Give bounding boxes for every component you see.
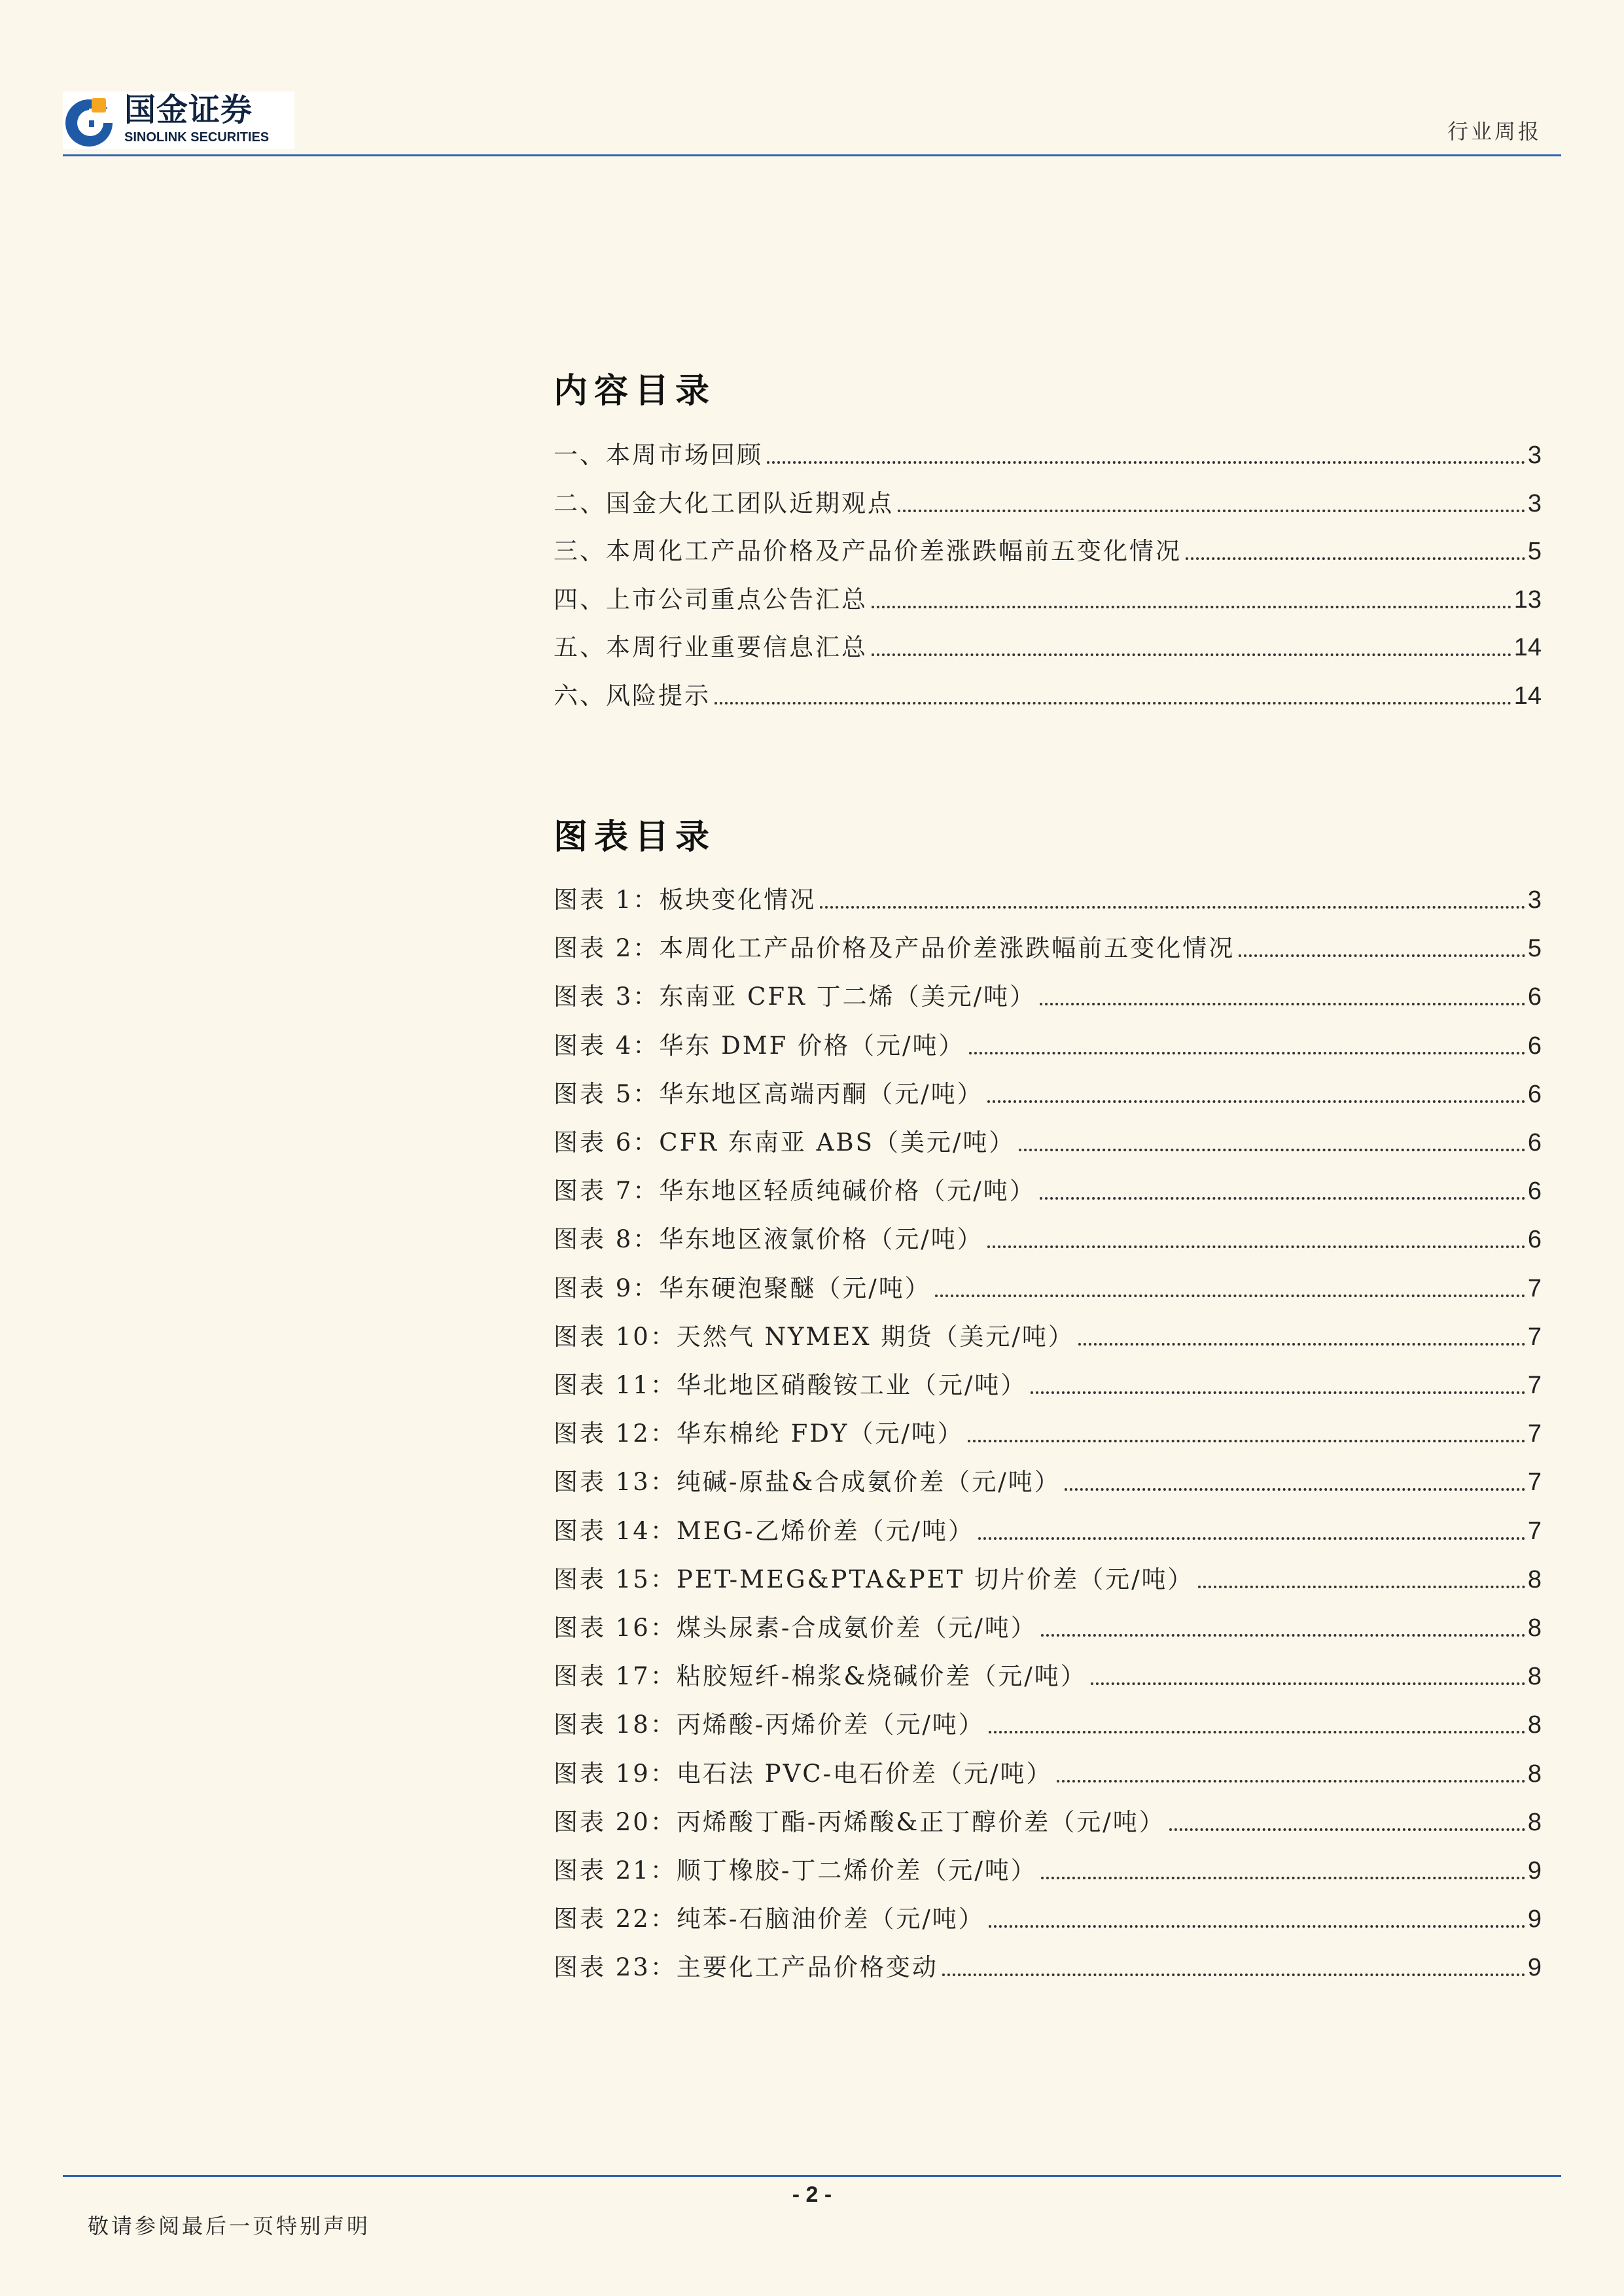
report-type: 行业周报 [1447, 119, 1542, 144]
dot-leader [989, 1925, 1525, 1928]
figure-entry[interactable] [554, 931, 1542, 965]
dot-leader [1078, 1343, 1525, 1346]
figure-entry[interactable] [554, 1611, 1542, 1645]
figure-entry-label: 图表 19：电石法 PVC-电石价差（元/吨） [554, 1759, 1053, 1788]
dot-leader [987, 1245, 1525, 1248]
figure-entry-label: 图表 7：华东地区轻质纯碱价格（元/吨） [554, 1177, 1036, 1206]
dot-leader [942, 1974, 1525, 1976]
contents-entry-label: 六、风险提示 [554, 681, 711, 710]
dot-leader [898, 510, 1525, 512]
figure-entry-page: 6 [1527, 1177, 1542, 1206]
figure-entry[interactable] [554, 1660, 1542, 1694]
contents-entry-label: 五、本周行业重要信息汇总 [554, 633, 868, 661]
sinolink-logo-icon [63, 96, 115, 148]
disclaimer-note: 敬请参阅最后一页特别声明 [88, 2214, 371, 2238]
figure-entry[interactable] [554, 883, 1542, 917]
figure-entry-page: 6 [1527, 983, 1542, 1011]
dot-leader [820, 906, 1525, 909]
figure-entry-page: 5 [1527, 935, 1542, 963]
figure-entry[interactable] [554, 1563, 1542, 1597]
dot-leader [1057, 1780, 1525, 1783]
contents-entry[interactable] [554, 534, 1542, 568]
dot-leader [1198, 1586, 1525, 1588]
figure-entry-page: 8 [1527, 1808, 1542, 1836]
figure-entry-label: 图表 10：天然气 NYMEX 期货（美元/吨） [554, 1322, 1074, 1351]
figure-entry-label: 图表 22：纯苯-石脑油价差（元/吨） [554, 1905, 985, 1934]
figure-entry-page: 7 [1527, 1420, 1542, 1448]
figure-entry[interactable] [554, 1126, 1542, 1160]
dot-leader [1041, 1877, 1525, 1879]
brand-name-en: SINOLINK SECURITIES [124, 130, 270, 145]
figure-entry-label: 图表 3：东南亚 CFR 丁二烯（美元/吨） [554, 983, 1036, 1011]
dot-leader [872, 606, 1511, 608]
figure-entry-label: 图表 17：粘胶短纤-棉浆&烧碱价差（元/吨） [554, 1662, 1087, 1691]
contents-entry[interactable] [554, 438, 1542, 472]
contents-entry-page: 14 [1513, 634, 1542, 661]
figure-entry-label: 图表 2：本周化工产品价格及产品价差涨跌幅前五变化情况 [554, 934, 1235, 963]
dot-leader [935, 1295, 1525, 1297]
figure-entry-label: 图表 8：华东地区液氯价格（元/吨） [554, 1225, 983, 1254]
figure-entry[interactable] [554, 1077, 1542, 1111]
figure-entry-page: 8 [1527, 1711, 1542, 1739]
figure-entry-page: 6 [1527, 1129, 1542, 1157]
figure-entry[interactable] [554, 1029, 1542, 1063]
contents-entry-page: 13 [1513, 585, 1542, 614]
dot-leader [989, 1731, 1525, 1733]
figure-entry[interactable] [554, 1223, 1542, 1257]
figure-entry-label: 图表 4：华东 DMF 价格（元/吨） [554, 1031, 965, 1060]
dot-leader [1031, 1391, 1525, 1394]
dot-leader [1239, 954, 1525, 957]
figure-entry[interactable] [554, 1708, 1542, 1742]
dot-leader [1041, 1634, 1525, 1637]
figure-entry[interactable] [554, 1514, 1542, 1548]
dot-leader [1091, 1682, 1525, 1685]
figure-entry-label: 图表 18：丙烯酸-丙烯价差（元/吨） [554, 1711, 985, 1739]
dot-leader [1169, 1828, 1525, 1831]
contents-entry-label: 一、本周市场回顾 [554, 441, 763, 469]
figure-entry-label: 图表 9：华东硬泡聚醚（元/吨） [554, 1274, 931, 1302]
figure-entry-page: 7 [1527, 1274, 1542, 1302]
figure-entry-label: 图表 11：华北地区硝酸铵工业（元/吨） [554, 1371, 1027, 1399]
figure-entry-label: 图表 16：煤头尿素-合成氨价差（元/吨） [554, 1614, 1037, 1642]
figure-entry-label: 图表 13：纯碱-原盐&合成氨价差（元/吨） [554, 1468, 1061, 1497]
figure-entry-label: 图表 5：华东地区高端丙酮（元/吨） [554, 1079, 983, 1108]
figure-entry-label: 图表 21：顺丁橡胶-丁二烯价差（元/吨） [554, 1856, 1037, 1885]
contents-entry-page: 3 [1527, 489, 1542, 517]
figure-entry[interactable] [554, 1174, 1542, 1208]
figure-entry-page: 7 [1527, 1517, 1542, 1545]
brand-name-cn: 国金证券 [124, 92, 253, 128]
figure-entry-page: 6 [1527, 1032, 1542, 1060]
figure-entry-page: 3 [1527, 886, 1542, 914]
dot-leader [968, 1440, 1525, 1442]
figure-entry-label: 图表 23：主要化工产品价格变动 [554, 1953, 938, 1982]
contents-entry[interactable] [554, 679, 1542, 713]
figure-entry-label: 图表 6：CFR 东南亚 ABS（美元/吨） [554, 1128, 1015, 1157]
contents-entry-page: 14 [1513, 682, 1542, 710]
figure-entry[interactable] [554, 1272, 1542, 1306]
contents-entry[interactable] [554, 631, 1542, 665]
figures-title: 图表目录 [554, 818, 716, 857]
contents-entry-label: 三、本周化工产品价格及产品价差涨跌幅前五变化情况 [554, 537, 1182, 565]
figure-entry[interactable] [554, 1320, 1542, 1354]
figure-entry[interactable] [554, 1951, 1542, 1985]
dot-leader [1040, 1197, 1525, 1200]
figure-entry-label: 图表 15：PET-MEG&PTA&PET 切片价差（元/吨） [554, 1565, 1194, 1593]
figure-entry[interactable] [554, 1902, 1542, 1936]
figure-entry-label: 图表 12：华东棉纶 FDY（元/吨） [554, 1419, 964, 1448]
contents-entry[interactable] [554, 487, 1542, 521]
contents-title: 内容目录 [554, 372, 716, 411]
figure-entry-page: 6 [1527, 1080, 1542, 1108]
header-divider [63, 154, 1561, 156]
figure-entry-label: 图表 20：丙烯酸丁酯-丙烯酸&正丁醇价差（元/吨） [554, 1807, 1165, 1836]
figure-entry-page: 7 [1527, 1323, 1542, 1351]
figure-entry[interactable] [554, 1805, 1542, 1839]
figure-entry[interactable] [554, 1465, 1542, 1499]
dot-leader [767, 461, 1525, 464]
figure-entry[interactable] [554, 1757, 1542, 1791]
footer-divider [63, 2175, 1561, 2177]
figure-entry-page: 9 [1527, 1954, 1542, 1982]
figure-entry-page: 7 [1527, 1372, 1542, 1399]
dot-leader [969, 1052, 1525, 1054]
figure-entry-page: 6 [1527, 1226, 1542, 1254]
figure-entry-page: 8 [1527, 1760, 1542, 1788]
figure-entry-page: 8 [1527, 1663, 1542, 1691]
figure-entry[interactable] [554, 1854, 1542, 1888]
page-number: - 2 - [792, 2182, 832, 2207]
contents-entry-page: 3 [1527, 442, 1542, 469]
figure-entry[interactable] [554, 1368, 1542, 1402]
figure-entry[interactable] [554, 1417, 1542, 1451]
figure-entry-label: 图表 14：MEG-乙烯价差（元/吨） [554, 1516, 974, 1545]
figure-entry-page: 8 [1527, 1565, 1542, 1593]
figure-entry[interactable] [554, 980, 1542, 1014]
dot-leader [1040, 1003, 1525, 1005]
company-logo [63, 92, 294, 149]
contents-entry-page: 5 [1527, 538, 1542, 565]
figure-entry-page: 8 [1527, 1614, 1542, 1642]
figure-entry-page: 9 [1527, 1857, 1542, 1885]
dot-leader [978, 1537, 1525, 1540]
dot-leader [987, 1100, 1525, 1103]
contents-entry[interactable] [554, 583, 1542, 617]
dot-leader [1019, 1149, 1525, 1151]
dot-leader [872, 653, 1511, 656]
contents-entry-label: 二、国金大化工团队近期观点 [554, 489, 894, 517]
dot-leader [1186, 557, 1525, 560]
figure-entry-page: 9 [1527, 1905, 1542, 1934]
figure-entry-label: 图表 1：板块变化情况 [554, 886, 817, 914]
dot-leader [1065, 1488, 1525, 1491]
figure-entry-page: 7 [1527, 1469, 1542, 1497]
dot-leader [715, 702, 1511, 704]
contents-entry-label: 四、上市公司重点公告汇总 [554, 585, 868, 614]
